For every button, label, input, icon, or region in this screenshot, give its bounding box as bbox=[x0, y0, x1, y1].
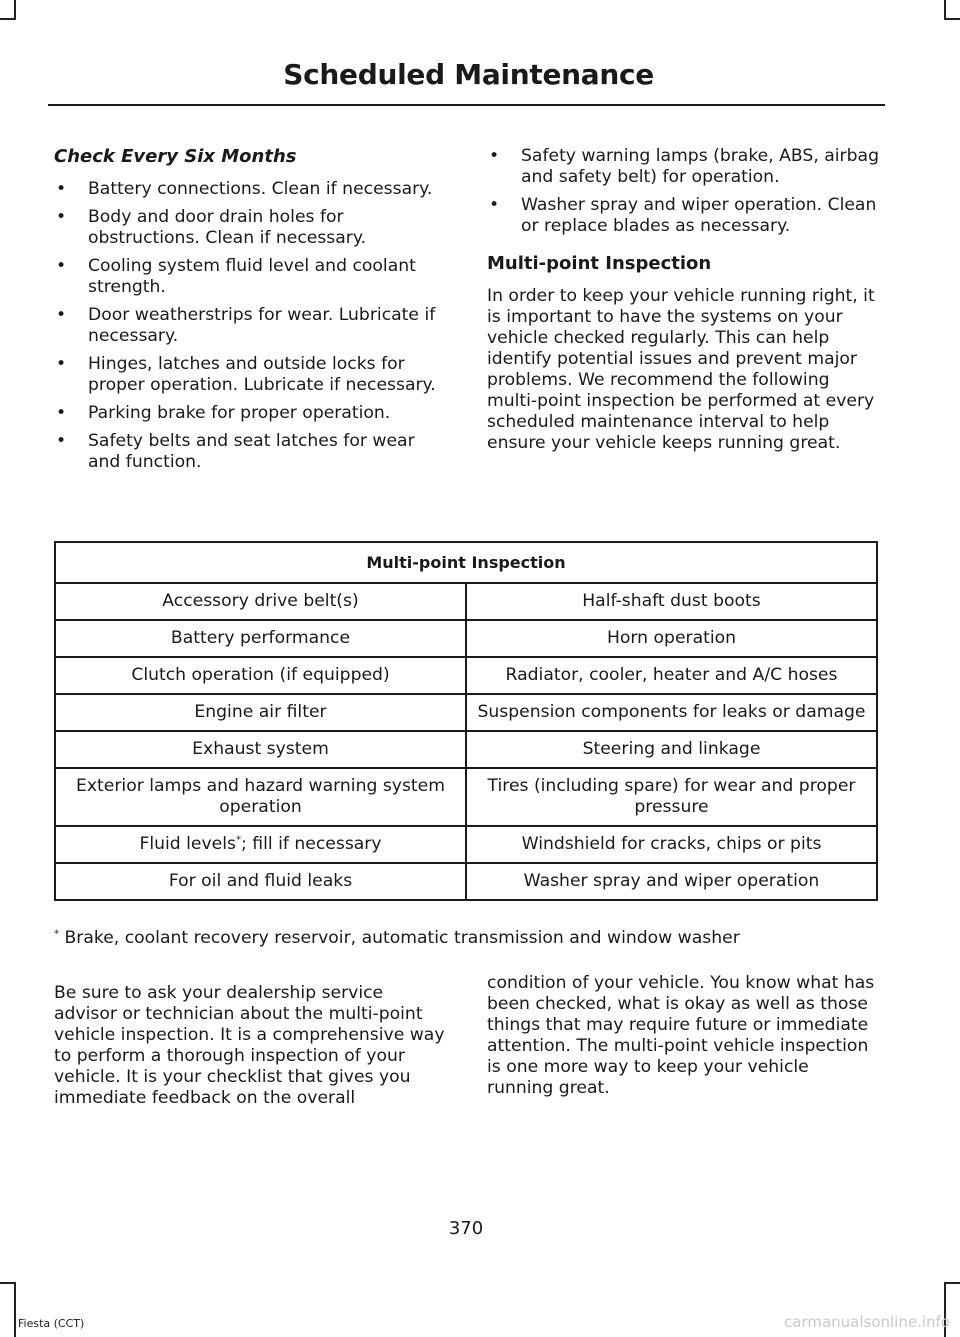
table-row bbox=[55, 657, 877, 694]
crop-mark bbox=[14, 1282, 16, 1337]
list-item: • Cooling system fluid level and coolant strength. bbox=[54, 256, 446, 298]
header-divider bbox=[48, 104, 885, 106]
section-heading: Multi-point Inspection bbox=[487, 253, 712, 274]
table-cell: Windshield for cracks, chips or pits bbox=[466, 826, 877, 863]
table-cell: Exhaust system bbox=[55, 731, 466, 768]
table-cell: Suspension components for leaks or damage bbox=[466, 694, 877, 731]
table-cell: Clutch operation (if equipped) bbox=[55, 657, 466, 694]
list-item: • Door weatherstrips for wear. Lubricate if necessary. bbox=[54, 305, 446, 347]
left-column bbox=[54, 146, 446, 480]
table-row bbox=[55, 826, 877, 863]
table-cell: For oil and fluid leaks bbox=[55, 863, 466, 900]
crop-mark bbox=[0, 1282, 16, 1284]
table-cell: Radiator, cooler, heater and A/C hoses bbox=[466, 657, 877, 694]
table-title: Multi-point Inspection bbox=[55, 542, 877, 583]
right-column bbox=[487, 146, 879, 454]
table-cell: Horn operation bbox=[466, 620, 877, 657]
checklist bbox=[487, 146, 879, 237]
table-cell: Half-shaft dust boots bbox=[466, 583, 877, 620]
table-cell: Engine air filter bbox=[55, 694, 466, 731]
page-title: Scheduled Maintenance bbox=[283, 58, 654, 91]
paragraph: In order to keep your vehicle running right, it is important to have the systems on your vehicle checked regularly. This can help identify potential issues and prevent major problems. We recommend the following multi-point inspection be performed at every scheduled maintenance interval to help ensure your vehicle keeps running great. bbox=[487, 286, 875, 453]
table-footnote bbox=[54, 928, 740, 949]
list-item: • Hinges, latches and outside locks for proper operation. Lubricate if necessary. bbox=[54, 354, 446, 396]
table-cell: Accessory drive belt(s) bbox=[55, 583, 466, 620]
table-cell: Tires (including spare) for wear and proper pressure bbox=[466, 768, 877, 826]
cell-text: Fluid levels bbox=[139, 834, 236, 854]
page-number: 370 bbox=[448, 1218, 484, 1239]
list-item: • Body and door drain holes for obstructions. Clean if necessary. bbox=[54, 207, 446, 249]
crop-mark bbox=[944, 0, 946, 20]
crop-mark bbox=[944, 1282, 960, 1284]
table-row bbox=[55, 863, 877, 900]
table-row bbox=[55, 583, 877, 620]
footnote-marker: * bbox=[235, 834, 241, 846]
table-row bbox=[55, 620, 877, 657]
list-item: • Safety warning lamps (brake, ABS, airbag and safety belt) for operation. bbox=[487, 146, 879, 188]
table-cell: Exterior lamps and hazard warning system operation bbox=[55, 768, 466, 826]
table-cell bbox=[55, 826, 466, 863]
table-row bbox=[55, 768, 877, 826]
watermark: carmanualsonline.info bbox=[784, 1313, 950, 1331]
crop-mark bbox=[14, 0, 16, 20]
inspection-table bbox=[54, 541, 878, 901]
list-item: • Safety belts and seat latches for wear and function. bbox=[54, 431, 446, 473]
footer-model: Fiesta (CCT) bbox=[18, 1317, 85, 1330]
crop-mark bbox=[0, 18, 16, 20]
cell-text: ; fill if necessary bbox=[240, 834, 382, 854]
table-cell: Steering and linkage bbox=[466, 731, 877, 768]
paragraph: condition of your vehicle. You know what has been checked, what is okay as well as those things that may require future or immediate attention. The multi-point vehicle inspection is one more way to keep your vehicle running great. bbox=[487, 973, 875, 1098]
section-heading: Check Every Six Months bbox=[54, 146, 297, 167]
footnote-text: Brake, coolant recovery reservoir, automatic transmission and window washer bbox=[59, 928, 740, 948]
table-cell: Washer spray and wiper operation bbox=[466, 863, 877, 900]
paragraph: Be sure to ask your dealership service advisor or technician about the multi-point vehicle inspection. It is a comprehensive way to perform a thorough inspection of your vehicle. It is your checklist that gives you immediate feedback on the overall bbox=[54, 983, 445, 1108]
crop-mark bbox=[944, 18, 960, 20]
checklist bbox=[54, 179, 446, 473]
table-row bbox=[55, 731, 877, 768]
list-item: • Parking brake for proper operation. bbox=[54, 403, 446, 424]
list-item: • Battery connections. Clean if necessary. bbox=[54, 179, 446, 200]
table-cell: Battery performance bbox=[55, 620, 466, 657]
list-item: • Washer spray and wiper operation. Clean or replace blades as necessary. bbox=[487, 195, 879, 237]
table-row bbox=[55, 694, 877, 731]
footnote-marker: * bbox=[54, 928, 59, 940]
